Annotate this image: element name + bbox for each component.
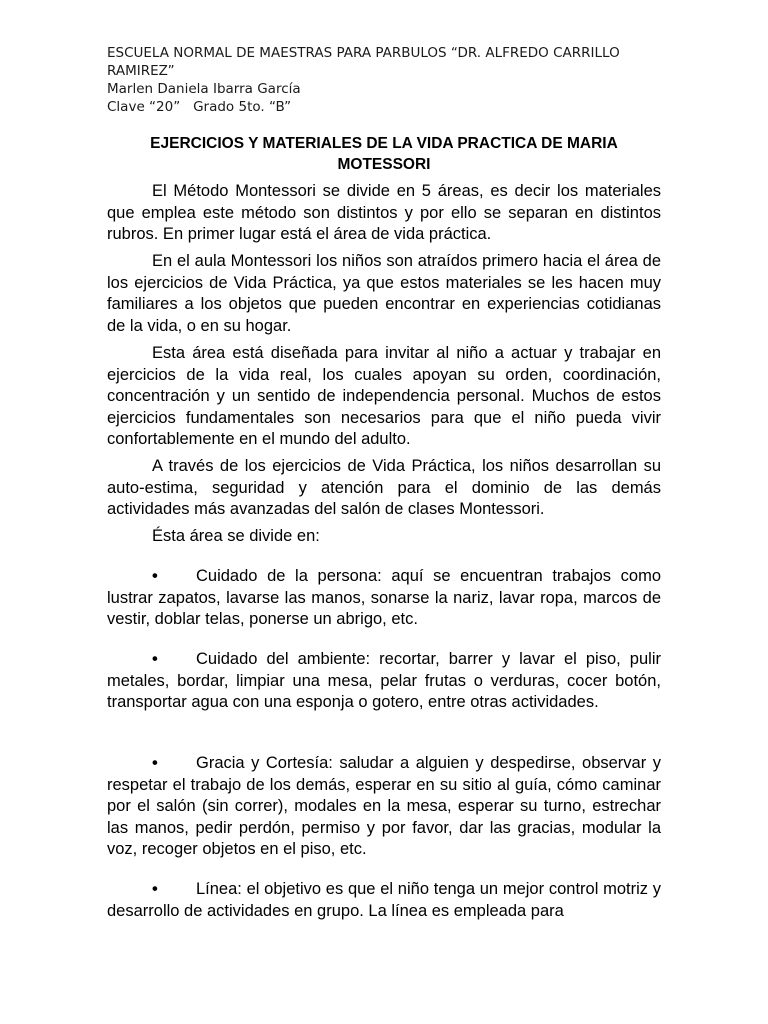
list-item-text: Cuidado de la persona: aquí se encuentran trabajos como lustrar zapatos, lavarse las manos, sonarse la nariz, lavar ropa, marcos de vestir, doblar telas, ponerse un abrigo, etc. bbox=[107, 567, 661, 628]
bullet-icon: • bbox=[152, 650, 158, 668]
bullet-icon: • bbox=[152, 754, 158, 772]
list-item bbox=[107, 753, 661, 861]
paragraph-4: A través de los ejercicios de Vida Práctica, los niños desarrollan su auto-estima, seguridad y atención para el dominio de las demás actividades más avanzadas del salón de clases Montessori. bbox=[107, 457, 661, 518]
list-item bbox=[107, 879, 661, 922]
document-header bbox=[107, 44, 667, 116]
paragraph-2: En el aula Montessori los niños son atraídos primero hacia el área de los ejercicios de Vida Práctica, ya que estos materiales se les hacen muy familiares a los objetos que pueden encontrar en experiencias cotidianas de la vida, o en su hogar. bbox=[107, 252, 661, 335]
document-title: EJERCICIOS Y MATERIALES DE LA VIDA PRACTICA DE MARIA MOTESSORI bbox=[150, 135, 618, 173]
paragraph-3: Esta área está diseñada para invitar al niño a actuar y trabajar en ejercicios de la vida real, los cuales apoyan su orden, coordinación, concentración y un sentido de independencia personal. Muchos de estos ejercicios fundamentales son necesarios para que el niño pueda vivir confortablemente en el mundo del adulto. bbox=[107, 344, 661, 448]
list-item-text: Gracia y Cortesía: saludar a alguien y despedirse, observar y respetar el trabajo de los demás, esperar en su sitio al guía, cómo caminar por el salón (sin correr), modales en la mesa, esperar su turno, estrechar las manos, pedir perdón, permiso y por favor, dar las gracias, modular la voz, recoger objetos en el piso, etc. bbox=[107, 754, 661, 858]
list-item-text: Cuidado del ambiente: recortar, barrer y lavar el piso, pulir metales, bordar, limpiar una mesa, pelar frutas o verduras, cocer botón, transportar agua con una esponja o gotero, entre otras actividades. bbox=[107, 650, 661, 711]
list-item bbox=[107, 649, 661, 714]
class-info: Clave “20” Grado 5to. “B” bbox=[107, 99, 292, 115]
school-name-line-2: RAMIREZ” bbox=[107, 63, 175, 79]
paragraph-1: El Método Montessori se divide en 5 áreas, es decir los materiales que emplea este método son distintos y por ello se separan en distintos rubros. En primer lugar está el área de vida práctica. bbox=[107, 182, 661, 243]
student-name: Marlen Daniela Ibarra García bbox=[107, 81, 301, 97]
list-item bbox=[107, 566, 661, 631]
paragraph-5: Ésta área se divide en: bbox=[152, 527, 320, 545]
bullet-icon: • bbox=[152, 567, 158, 585]
school-name-line-1: ESCUELA NORMAL DE MAESTRAS PARA PARBULOS “DR. ALFREDO CARRILLO bbox=[107, 45, 620, 61]
list-item-text: Línea: el objetivo es que el niño tenga un mejor control motriz y desarrollo de actividades en grupo. La línea es empleada para bbox=[107, 880, 661, 920]
bullet-icon: • bbox=[152, 880, 158, 898]
